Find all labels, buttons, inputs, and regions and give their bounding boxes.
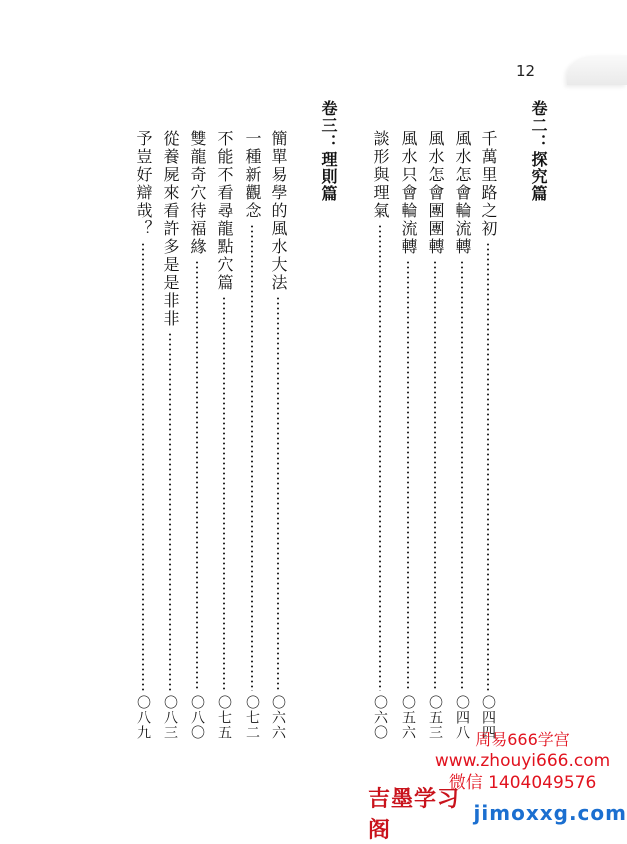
logo-text-en: jimoxxg.com <box>473 801 627 825</box>
toc-entry: 風水怎會團團轉 〇五三 <box>426 130 445 740</box>
toc-entry: 談形與理氣 〇六〇 <box>371 130 390 740</box>
watermark-url: www.zhouyi666.com <box>434 751 611 771</box>
section-heading-vol3: 卷三：理則篇 <box>319 100 338 202</box>
section-heading-vol2: 卷二：探究篇 <box>529 100 548 202</box>
toc-entry: 予豈好辯哉？ 〇八九 <box>134 130 153 740</box>
toc-entry: 雙龍奇穴待福緣 〇八〇 <box>188 130 207 740</box>
logo-text-cn: 吉墨学习阁 <box>368 787 461 843</box>
page-curl <box>567 55 627 85</box>
page-number: 12 <box>516 62 536 80</box>
toc-entry: 一種新觀念 〇七二 <box>243 130 262 740</box>
watermark-line1: 周易666学宫 <box>475 730 570 749</box>
watermark-logo <box>368 787 627 843</box>
toc-entry: 不能不看尋龍點穴篇 〇七五 <box>215 130 234 740</box>
toc-entry: 簡單易學的風水大法 〇六六 <box>269 130 288 740</box>
toc-entry: 千萬里路之初 〇四四 <box>479 130 498 740</box>
toc-entry: 從養屍來看許多是是非非 〇八三 <box>161 130 180 740</box>
watermark-wechat: 微信 1404049576 <box>448 773 597 793</box>
toc-entry: 風水只會輪流轉 〇五六 <box>399 130 418 740</box>
toc-entry: 風水怎會輪流轉 〇四八 <box>453 130 472 740</box>
